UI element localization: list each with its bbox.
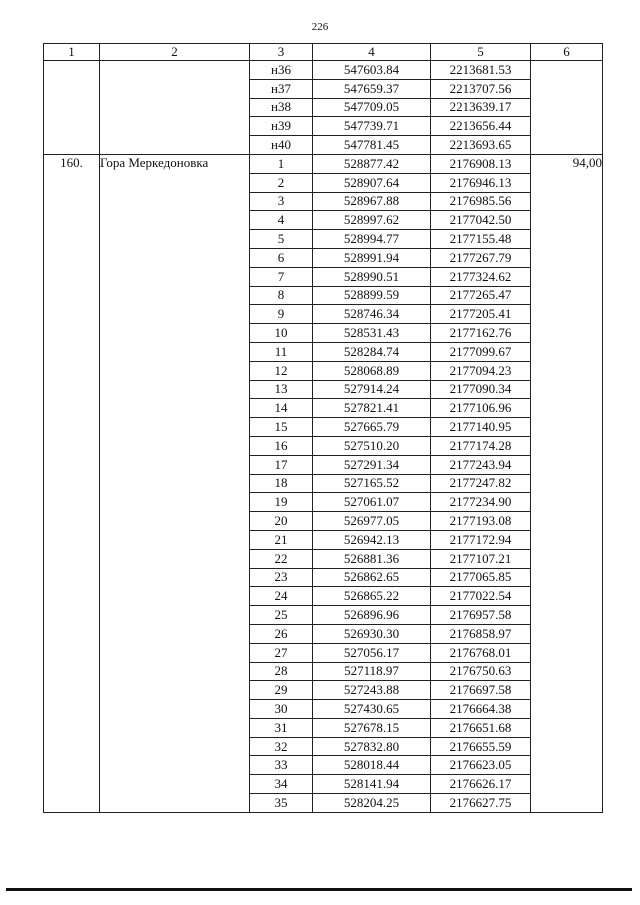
y-coordinate: 2176655.59 bbox=[431, 737, 531, 756]
x-coordinate: 547739.71 bbox=[313, 117, 431, 136]
y-coordinate: 2176623.05 bbox=[431, 756, 531, 775]
table-body bbox=[44, 61, 603, 813]
y-coordinate: 2177234.90 bbox=[431, 493, 531, 512]
point-number: н40 bbox=[250, 136, 313, 155]
point-number: 20 bbox=[250, 512, 313, 531]
x-coordinate: 528967.88 bbox=[313, 192, 431, 211]
x-coordinate: 528990.51 bbox=[313, 267, 431, 286]
point-number: 5 bbox=[250, 230, 313, 249]
x-coordinate: 528018.44 bbox=[313, 756, 431, 775]
point-number: 9 bbox=[250, 305, 313, 324]
point-number: н36 bbox=[250, 61, 313, 80]
y-coordinate: 2177106.96 bbox=[431, 399, 531, 418]
point-number: 16 bbox=[250, 436, 313, 455]
point-number: 17 bbox=[250, 455, 313, 474]
x-coordinate: 527291.34 bbox=[313, 455, 431, 474]
y-coordinate: 2176651.68 bbox=[431, 718, 531, 737]
point-number: 27 bbox=[250, 643, 313, 662]
y-coordinate: 2176985.56 bbox=[431, 192, 531, 211]
x-coordinate: 528531.43 bbox=[313, 324, 431, 343]
point-number: 25 bbox=[250, 606, 313, 625]
point-number: 10 bbox=[250, 324, 313, 343]
y-coordinate: 2177247.82 bbox=[431, 474, 531, 493]
x-coordinate: 528991.94 bbox=[313, 248, 431, 267]
x-coordinate: 527914.24 bbox=[313, 380, 431, 399]
point-number: 18 bbox=[250, 474, 313, 493]
y-coordinate: 2177140.95 bbox=[431, 418, 531, 437]
point-number: 30 bbox=[250, 700, 313, 719]
point-number: 23 bbox=[250, 568, 313, 587]
point-number: 33 bbox=[250, 756, 313, 775]
point-number: 19 bbox=[250, 493, 313, 512]
x-coordinate: 528204.25 bbox=[313, 794, 431, 813]
x-coordinate: 547603.84 bbox=[313, 61, 431, 80]
y-coordinate: 2213656.44 bbox=[431, 117, 531, 136]
x-coordinate: 527665.79 bbox=[313, 418, 431, 437]
column-header-6: 6 bbox=[531, 44, 603, 61]
header-row bbox=[44, 44, 603, 61]
point-number: 6 bbox=[250, 248, 313, 267]
object-name: Гора Меркедоновка bbox=[100, 154, 250, 812]
y-coordinate: 2177324.62 bbox=[431, 267, 531, 286]
x-coordinate: 547709.05 bbox=[313, 98, 431, 117]
x-coordinate: 528997.62 bbox=[313, 211, 431, 230]
x-coordinate: 528877.42 bbox=[313, 154, 431, 173]
y-coordinate: 2177265.47 bbox=[431, 286, 531, 305]
y-coordinate: 2177090.34 bbox=[431, 380, 531, 399]
column-header-5: 5 bbox=[431, 44, 531, 61]
x-coordinate: 527832.80 bbox=[313, 737, 431, 756]
y-coordinate: 2176626.17 bbox=[431, 775, 531, 794]
point-number: 4 bbox=[250, 211, 313, 230]
x-coordinate: 526865.22 bbox=[313, 587, 431, 606]
y-coordinate: 2177042.50 bbox=[431, 211, 531, 230]
x-coordinate: 528068.89 bbox=[313, 361, 431, 380]
point-number: 7 bbox=[250, 267, 313, 286]
point-number: 24 bbox=[250, 587, 313, 606]
x-coordinate: 526942.13 bbox=[313, 530, 431, 549]
point-number: 1 bbox=[250, 154, 313, 173]
bottom-divider bbox=[6, 888, 632, 891]
x-coordinate: 527165.52 bbox=[313, 474, 431, 493]
x-coordinate: 527821.41 bbox=[313, 399, 431, 418]
object-area: 94,00 bbox=[531, 154, 603, 812]
x-coordinate: 527118.97 bbox=[313, 662, 431, 681]
object-name bbox=[100, 61, 250, 155]
y-coordinate: 2177094.23 bbox=[431, 361, 531, 380]
point-number: 3 bbox=[250, 192, 313, 211]
x-coordinate: 547781.45 bbox=[313, 136, 431, 155]
point-number: 34 bbox=[250, 775, 313, 794]
x-coordinate: 527243.88 bbox=[313, 681, 431, 700]
y-coordinate: 2177174.28 bbox=[431, 436, 531, 455]
x-coordinate: 527510.20 bbox=[313, 436, 431, 455]
y-coordinate: 2177243.94 bbox=[431, 455, 531, 474]
y-coordinate: 2176908.13 bbox=[431, 154, 531, 173]
object-number: 160. bbox=[44, 154, 100, 812]
y-coordinate: 2177267.79 bbox=[431, 248, 531, 267]
x-coordinate: 528141.94 bbox=[313, 775, 431, 794]
y-coordinate: 2176768.01 bbox=[431, 643, 531, 662]
y-coordinate: 2176664.38 bbox=[431, 700, 531, 719]
column-header-1: 1 bbox=[44, 44, 100, 61]
x-coordinate: 528899.59 bbox=[313, 286, 431, 305]
y-coordinate: 2213707.56 bbox=[431, 79, 531, 98]
object-number bbox=[44, 61, 100, 155]
y-coordinate: 2176858.97 bbox=[431, 624, 531, 643]
point-number: 22 bbox=[250, 549, 313, 568]
y-coordinate: 2177205.41 bbox=[431, 305, 531, 324]
y-coordinate: 2213639.17 bbox=[431, 98, 531, 117]
point-number: 12 bbox=[250, 361, 313, 380]
table-row bbox=[44, 154, 603, 173]
y-coordinate: 2177172.94 bbox=[431, 530, 531, 549]
point-number: н37 bbox=[250, 79, 313, 98]
x-coordinate: 526881.36 bbox=[313, 549, 431, 568]
point-number: 14 bbox=[250, 399, 313, 418]
point-number: н38 bbox=[250, 98, 313, 117]
y-coordinate: 2213693.65 bbox=[431, 136, 531, 155]
page-number: 226 bbox=[311, 21, 329, 33]
x-coordinate: 526930.30 bbox=[313, 624, 431, 643]
y-coordinate: 2177162.76 bbox=[431, 324, 531, 343]
x-coordinate: 528284.74 bbox=[313, 342, 431, 361]
y-coordinate: 2213681.53 bbox=[431, 61, 531, 80]
point-number: 2 bbox=[250, 173, 313, 192]
point-number: 15 bbox=[250, 418, 313, 437]
y-coordinate: 2176697.58 bbox=[431, 681, 531, 700]
column-header-3: 3 bbox=[250, 44, 313, 61]
y-coordinate: 2176957.58 bbox=[431, 606, 531, 625]
y-coordinate: 2177155.48 bbox=[431, 230, 531, 249]
point-number: 32 bbox=[250, 737, 313, 756]
x-coordinate: 527678.15 bbox=[313, 718, 431, 737]
x-coordinate: 547659.37 bbox=[313, 79, 431, 98]
point-number: 35 bbox=[250, 794, 313, 813]
object-area bbox=[531, 61, 603, 155]
column-header-4: 4 bbox=[313, 44, 431, 61]
y-coordinate: 2176627.75 bbox=[431, 794, 531, 813]
column-header-2: 2 bbox=[100, 44, 250, 61]
point-number: н39 bbox=[250, 117, 313, 136]
y-coordinate: 2177107.21 bbox=[431, 549, 531, 568]
y-coordinate: 2177022.54 bbox=[431, 587, 531, 606]
y-coordinate: 2176946.13 bbox=[431, 173, 531, 192]
table-row bbox=[44, 61, 603, 80]
point-number: 29 bbox=[250, 681, 313, 700]
x-coordinate: 527056.17 bbox=[313, 643, 431, 662]
x-coordinate: 528994.77 bbox=[313, 230, 431, 249]
x-coordinate: 527061.07 bbox=[313, 493, 431, 512]
y-coordinate: 2177193.08 bbox=[431, 512, 531, 531]
point-number: 13 bbox=[250, 380, 313, 399]
x-coordinate: 528746.34 bbox=[313, 305, 431, 324]
point-number: 11 bbox=[250, 342, 313, 361]
y-coordinate: 2177099.67 bbox=[431, 342, 531, 361]
x-coordinate: 528907.64 bbox=[313, 173, 431, 192]
point-number: 31 bbox=[250, 718, 313, 737]
x-coordinate: 526896.96 bbox=[313, 606, 431, 625]
x-coordinate: 526977.05 bbox=[313, 512, 431, 531]
point-number: 8 bbox=[250, 286, 313, 305]
x-coordinate: 527430.65 bbox=[313, 700, 431, 719]
point-number: 21 bbox=[250, 530, 313, 549]
y-coordinate: 2177065.85 bbox=[431, 568, 531, 587]
y-coordinate: 2176750.63 bbox=[431, 662, 531, 681]
coordinates-table bbox=[43, 43, 603, 813]
point-number: 28 bbox=[250, 662, 313, 681]
x-coordinate: 526862.65 bbox=[313, 568, 431, 587]
point-number: 26 bbox=[250, 624, 313, 643]
